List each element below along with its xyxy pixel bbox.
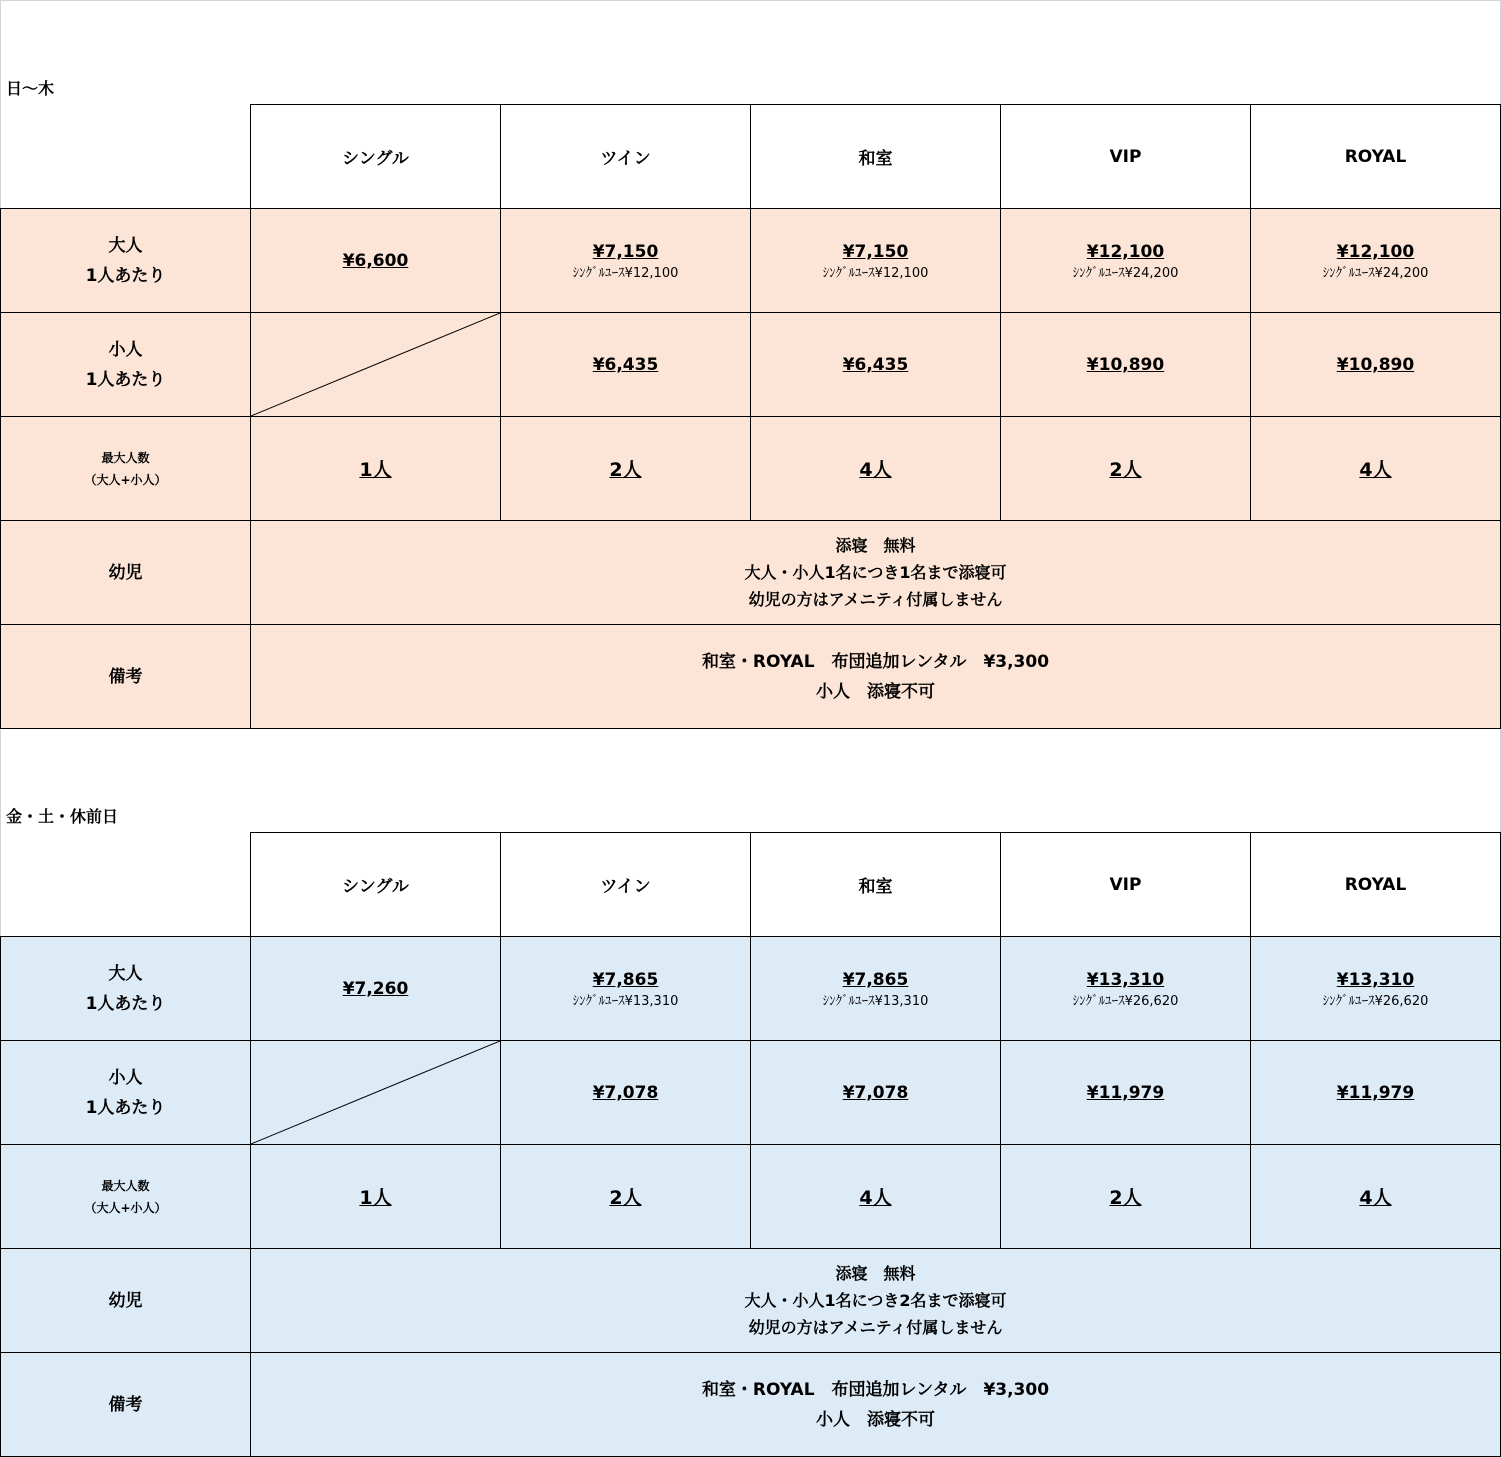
adult-price: ¥13,310 (1086, 969, 1165, 990)
infant-row (1, 521, 1501, 625)
single-use-price: ｼﾝｸﾞﾙﾕｰｽ¥24,200 (1072, 265, 1179, 281)
adult-label (1, 209, 251, 313)
max-occupancy-cell (1001, 1145, 1251, 1249)
adult-label-line1: 大人 (108, 235, 143, 256)
adult-price: ¥7,865 (592, 969, 659, 990)
infant-note (251, 1249, 1501, 1353)
weekend-rate-table (0, 832, 1501, 1457)
header-corner (1, 833, 251, 937)
single-use-price: ｼﾝｸﾞﾙﾕｰｽ¥13,310 (822, 993, 929, 1009)
max-occupancy-label-line1: 最大人数 (101, 1178, 150, 1193)
infant-label: 幼児 (1, 521, 251, 625)
child-label-line2: 1人あたり (85, 369, 166, 390)
adult-price: ¥7,260 (342, 978, 409, 999)
adult-price: ¥12,100 (1336, 241, 1415, 262)
child-single-na-cell (251, 313, 501, 417)
infant-note (251, 521, 1501, 625)
remarks-label: 備考 (1, 625, 251, 729)
weekday-rate-table (0, 104, 1501, 729)
max-occupancy-value: 2人 (609, 459, 642, 481)
single-use-price: ｼﾝｸﾞﾙﾕｰｽ¥12,100 (572, 265, 679, 281)
header-vip: VIP (1001, 105, 1251, 209)
max-occupancy-value: 2人 (609, 1187, 642, 1209)
remarks-row (1, 625, 1501, 729)
header-single: シングル (251, 105, 501, 209)
adult-price-cell (751, 937, 1001, 1041)
max-occupancy-cell (1001, 417, 1251, 521)
infant-row (1, 1249, 1501, 1353)
header-vip: VIP (1001, 833, 1251, 937)
child-price-cell (751, 1041, 1001, 1145)
max-occupancy-cell (751, 417, 1001, 521)
header-twin: ツイン (501, 105, 751, 209)
remarks-row (1, 1353, 1501, 1457)
max-occupancy-cell (1251, 1145, 1501, 1249)
adult-price-cell (501, 937, 751, 1041)
adult-price-cell (1251, 937, 1501, 1041)
header-corner (1, 105, 251, 209)
infant-note-line: 大人・小人1名につき1名まで添寝可 (744, 563, 1007, 582)
child-price-cell (1001, 1041, 1251, 1145)
weekday-section-title: 日～木 (6, 79, 55, 98)
not-applicable-diagonal (251, 313, 500, 416)
max-occupancy-label (1, 417, 251, 521)
single-use-price: ｼﾝｸﾞﾙﾕｰｽ¥26,620 (1322, 993, 1429, 1009)
remarks-note-line: 和室・ROYAL 布団追加レンタル ¥3,300 (701, 651, 1050, 672)
child-row (1, 1041, 1501, 1145)
max-occupancy-cell (251, 417, 501, 521)
infant-note-line: 添寝 無料 (835, 1264, 916, 1283)
child-single-na-cell (251, 1041, 501, 1145)
remarks-label: 備考 (1, 1353, 251, 1457)
adult-price-cell (251, 209, 501, 313)
child-price: ¥10,890 (1336, 354, 1415, 375)
header-row (1, 833, 1501, 937)
child-price: ¥7,078 (842, 1082, 909, 1103)
adult-price-cell (1001, 209, 1251, 313)
max-occupancy-label-line1: 最大人数 (101, 450, 150, 465)
infant-note-line: 幼児の方はアメニティ付属しません (748, 590, 1003, 609)
max-occupancy-label-line2: （大人+小人） (84, 472, 167, 487)
max-occupancy-cell (501, 1145, 751, 1249)
child-price-cell (1001, 313, 1251, 417)
child-price-cell (501, 1041, 751, 1145)
child-label-line2: 1人あたり (85, 1097, 166, 1118)
child-row (1, 313, 1501, 417)
single-use-price: ｼﾝｸﾞﾙﾕｰｽ¥24,200 (1322, 265, 1429, 281)
max-occupancy-value: 4人 (859, 459, 892, 481)
single-use-price: ｼﾝｸﾞﾙﾕｰｽ¥12,100 (822, 265, 929, 281)
header-japanese-room: 和室 (751, 833, 1001, 937)
adult-price: ¥7,865 (842, 969, 909, 990)
child-price: ¥11,979 (1336, 1082, 1415, 1103)
single-use-price: ｼﾝｸﾞﾙﾕｰｽ¥13,310 (572, 993, 679, 1009)
header-twin: ツイン (501, 833, 751, 937)
header-single: シングル (251, 833, 501, 937)
max-occupancy-value: 1人 (359, 1187, 392, 1209)
max-occupancy-cell (251, 1145, 501, 1249)
max-occupancy-value: 4人 (1359, 1187, 1392, 1209)
adult-price-cell (501, 209, 751, 313)
max-occupancy-value: 4人 (859, 1187, 892, 1209)
max-occupancy-value: 2人 (1109, 1187, 1142, 1209)
infant-note-line: 幼児の方はアメニティ付属しません (748, 1318, 1003, 1337)
max-occupancy-cell (751, 1145, 1001, 1249)
child-label-line1: 小人 (108, 1067, 143, 1088)
remarks-note-line: 和室・ROYAL 布団追加レンタル ¥3,300 (701, 1379, 1050, 1400)
remarks-note-line: 小人 添寝不可 (816, 681, 935, 702)
child-price-cell (1251, 313, 1501, 417)
header-royal: ROYAL (1251, 833, 1501, 937)
header-royal: ROYAL (1251, 105, 1501, 209)
max-occupancy-row (1, 1145, 1501, 1249)
weekend-section-title: 金・土・休前日 (6, 807, 119, 826)
header-row (1, 105, 1501, 209)
adult-label (1, 937, 251, 1041)
adult-price-cell (751, 209, 1001, 313)
adult-price-cell (1001, 937, 1251, 1041)
adult-row (1, 937, 1501, 1041)
header-japanese-room: 和室 (751, 105, 1001, 209)
adult-price-cell (251, 937, 501, 1041)
child-price-cell (1251, 1041, 1501, 1145)
max-occupancy-cell (501, 417, 751, 521)
infant-note-line: 大人・小人1名につき2名まで添寝可 (744, 1291, 1007, 1310)
adult-price-cell (1251, 209, 1501, 313)
child-price: ¥10,890 (1086, 354, 1165, 375)
max-occupancy-cell (1251, 417, 1501, 521)
child-label (1, 313, 251, 417)
adult-label-line1: 大人 (108, 963, 143, 984)
child-price-cell (751, 313, 1001, 417)
remarks-note-line: 小人 添寝不可 (816, 1409, 935, 1430)
child-price: ¥6,435 (592, 354, 659, 375)
remarks-note (251, 625, 1501, 729)
single-use-price: ｼﾝｸﾞﾙﾕｰｽ¥26,620 (1072, 993, 1179, 1009)
not-applicable-diagonal (251, 1041, 500, 1144)
adult-label-line2: 1人あたり (85, 265, 166, 286)
adult-price: ¥6,600 (342, 250, 409, 271)
adult-price: ¥7,150 (592, 241, 659, 262)
max-occupancy-label (1, 1145, 251, 1249)
adult-price: ¥7,150 (842, 241, 909, 262)
adult-price: ¥12,100 (1086, 241, 1165, 262)
max-occupancy-row (1, 417, 1501, 521)
infant-label: 幼児 (1, 1249, 251, 1353)
child-price: ¥7,078 (592, 1082, 659, 1103)
child-price-cell (501, 313, 751, 417)
remarks-note (251, 1353, 1501, 1457)
max-occupancy-value: 2人 (1109, 459, 1142, 481)
adult-row (1, 209, 1501, 313)
child-label-line1: 小人 (108, 339, 143, 360)
child-label (1, 1041, 251, 1145)
adult-label-line2: 1人あたり (85, 993, 166, 1014)
max-occupancy-value: 4人 (1359, 459, 1392, 481)
infant-note-line: 添寝 無料 (835, 536, 916, 555)
adult-price: ¥13,310 (1336, 969, 1415, 990)
child-price: ¥6,435 (842, 354, 909, 375)
max-occupancy-label-line2: （大人+小人） (84, 1200, 167, 1215)
max-occupancy-value: 1人 (359, 459, 392, 481)
child-price: ¥11,979 (1086, 1082, 1165, 1103)
